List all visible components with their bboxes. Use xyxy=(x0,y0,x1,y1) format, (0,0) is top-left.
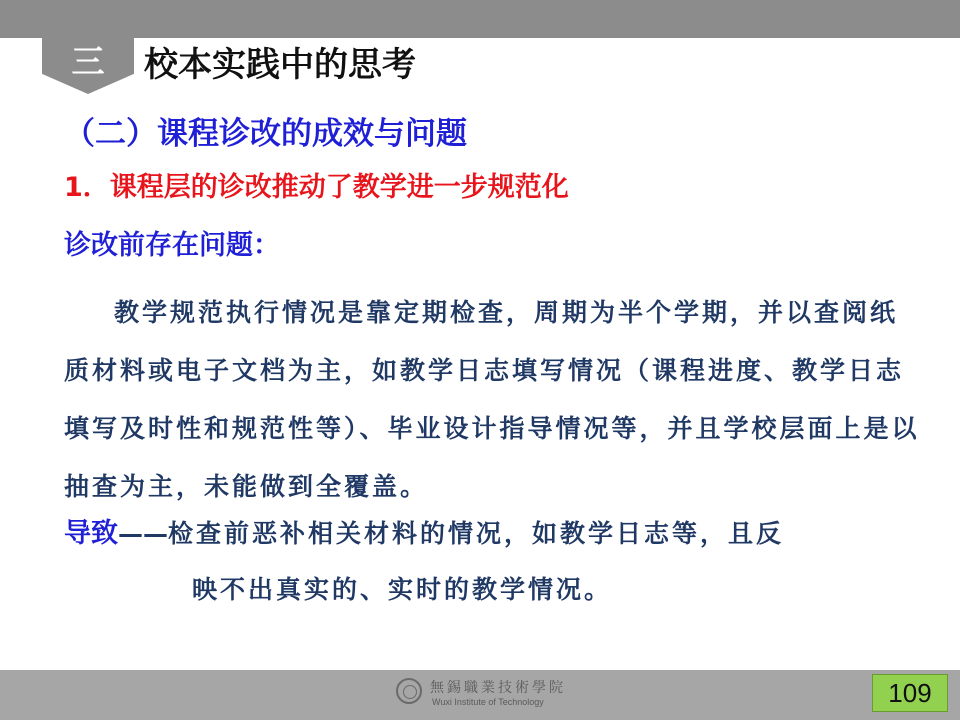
school-name-cn: 無錫職業技術學院 xyxy=(430,680,566,696)
problem-label: 诊改前存在问题： xyxy=(64,230,280,261)
conclusion-text: 检查前恶补相关材料的情况，如教学日志等，且反 xyxy=(168,519,785,548)
conclusion-dash: —— xyxy=(118,519,168,548)
school-logo-icon xyxy=(396,678,422,704)
section-number: 三 xyxy=(71,42,105,81)
conclusion-line xyxy=(64,516,784,552)
conclusion-continuation: 映不出真实的、实时的教学情况。 xyxy=(192,575,613,604)
conclusion-label: 导致 xyxy=(64,518,118,549)
page-number: 109 xyxy=(872,674,948,712)
top-bar xyxy=(0,0,960,38)
slide-subtitle: （二）课程诊改的成效与问题 xyxy=(64,116,467,152)
section-title: 校本实践中的思考 xyxy=(144,45,416,85)
body-paragraph: 教学规范执行情况是靠定期检查，周期为半个学期，并以查阅纸质材料或电子文档为主，如教学日志填写情况（课程进度、教学日志填写及时性和规范性等）、毕业设计指导情况等，并且学校层面上是以抽查为主，未能做到全覆盖。 xyxy=(64,298,920,501)
school-name-en: Wuxi Institute of Technology xyxy=(432,697,544,707)
point-heading: 1．课程层的诊改推动了教学进一步规范化 xyxy=(64,172,569,203)
